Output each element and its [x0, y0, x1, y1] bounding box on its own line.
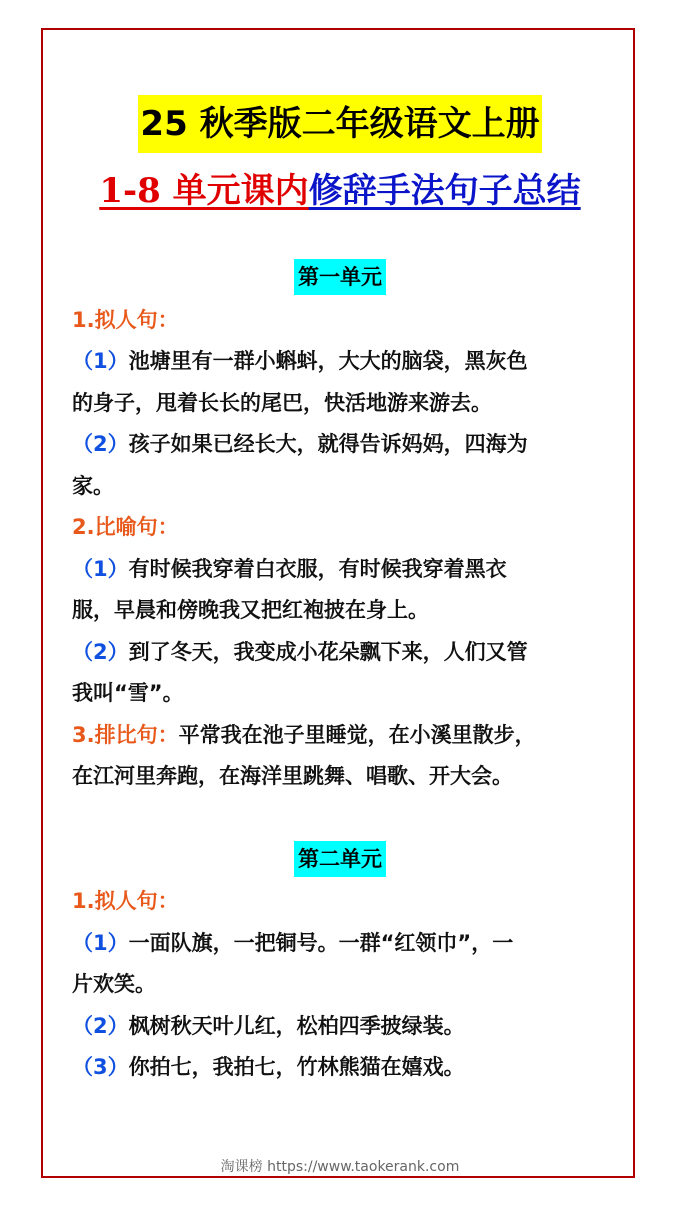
sentence-text: 一面队旗，一把铜号。一群“红领巾”，一 [128, 931, 514, 955]
sentence-text: 池塘里有一群小蝌蚪，大大的脑袋，黑灰色 [128, 349, 528, 373]
sentence-text: 平常我在池子里睡觉，在小溪里散步， [178, 723, 536, 747]
item-number: （2） [72, 1014, 129, 1038]
title-topic: 修辞手法句子总结 [308, 171, 581, 211]
section-label: 1.拟人句： [72, 889, 179, 913]
sentence-text: 我叫“雪”。 [72, 681, 184, 705]
sentence-line [72, 388, 607, 418]
section-head [72, 886, 607, 916]
item-number: （2） [72, 432, 129, 456]
sentence-line [72, 1011, 607, 1041]
unit-heading-2 [0, 841, 680, 877]
sentence-line [72, 928, 607, 958]
sentence-text: 有时候我穿着白衣服，有时候我穿着黑衣 [128, 557, 507, 581]
sentence-line [72, 678, 607, 708]
item-number: （1） [72, 557, 129, 581]
section-label: 2.比喻句： [72, 515, 179, 539]
sentence-line [72, 471, 607, 501]
section-label: 3.排比句： [72, 723, 179, 747]
sentence-text: 在江河里奔跑，在海洋里跳舞、唱歌、开大会。 [72, 764, 513, 788]
sentence-text: 家。 [72, 474, 114, 498]
sentence-line [72, 429, 607, 459]
unit-heading-text: 第二单元 [294, 841, 386, 877]
title-highlight: 25 秋季版二年级语文上册 [138, 95, 541, 153]
section-label: 1.拟人句： [72, 308, 179, 332]
sentence-text: 你拍七，我拍七，竹林熊猫在嬉戏。 [128, 1055, 465, 1079]
unit-heading-text: 第一单元 [294, 259, 386, 295]
section-head [72, 512, 607, 542]
item-number: （3） [72, 1055, 129, 1079]
unit-heading-1 [0, 259, 680, 295]
watermark-footer: 淘课榜 https://www.taokerank.com [220, 1159, 460, 1175]
sentence-text: 的身子，甩着长长的尾巴，快活地游来游去。 [72, 391, 492, 415]
sentence-line [72, 1052, 607, 1082]
sentence-text: 服，早晨和傍晚我又把红袍披在身上。 [72, 598, 429, 622]
sentence-line [72, 554, 607, 584]
item-number: （1） [72, 349, 129, 373]
sentence-text: 枫树秋天叶儿红，松柏四季披绿装。 [128, 1014, 465, 1038]
sentence-text: 到了冬天，我变成小花朵飘下来，人们又管 [128, 640, 528, 664]
sentence-text: 孩子如果已经长大，就得告诉妈妈，四海为 [128, 432, 528, 456]
title-line-2 [0, 168, 680, 214]
title-range: 1-8 单元课内 [99, 171, 309, 211]
sentence-line [72, 637, 607, 667]
sentence-line [72, 969, 607, 999]
sentence-line [72, 595, 607, 625]
title-line-1 [0, 95, 680, 153]
item-number: （1） [72, 931, 129, 955]
sentence-line [72, 346, 607, 376]
sentence-line [72, 720, 607, 750]
section-head [72, 305, 607, 335]
sentence-line [72, 761, 607, 791]
item-number: （2） [72, 640, 129, 664]
sentence-text: 片欢笑。 [72, 972, 156, 996]
